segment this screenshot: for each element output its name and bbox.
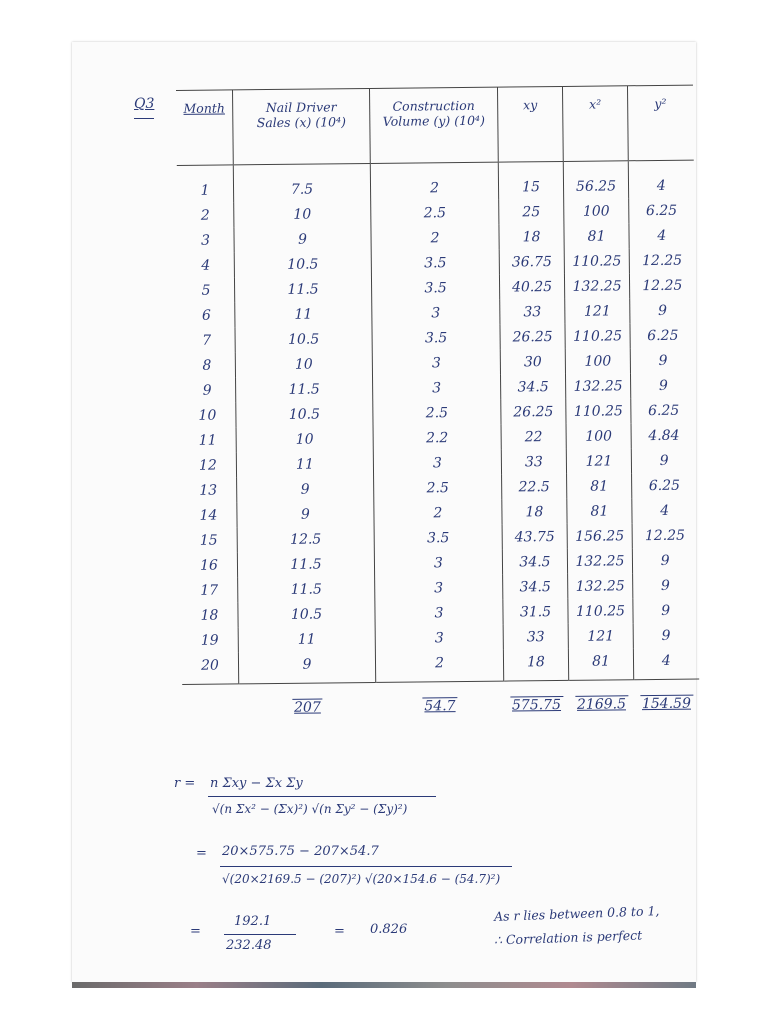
cell-month: 15	[199, 532, 218, 549]
header-xy: xy	[497, 86, 563, 162]
cell-x: 10	[236, 426, 373, 452]
question-label: Q3	[134, 96, 155, 112]
cell-y: 2.5	[371, 200, 499, 226]
cell-y: 2	[375, 650, 503, 683]
header-month: Month	[176, 90, 233, 166]
cell-x2: 121	[565, 298, 630, 324]
cell-x: 11	[236, 451, 373, 477]
cell-y2: 12.25	[629, 273, 694, 299]
formula-numerator: n Σxy − Σx Σy	[210, 776, 303, 791]
cell-x: 12.5	[237, 526, 374, 552]
cell-y2: 6.25	[632, 473, 697, 499]
cell-month: 16	[199, 557, 218, 574]
cell-x2: 81	[564, 223, 629, 249]
cell-y: 3	[375, 575, 503, 601]
correlation-result: 0.826	[370, 922, 408, 937]
conclusion-line-2: ∴ Correlation is perfect	[493, 927, 643, 948]
header-y: Construction Volume (y) (10⁴)	[369, 87, 498, 163]
cell-month: 20	[201, 657, 220, 674]
cell-x2: 100	[565, 348, 630, 374]
cell-x: 9	[237, 501, 374, 527]
cell-x: 11.5	[237, 551, 374, 577]
cell-month: 5	[201, 282, 211, 299]
cell-x: 11.5	[238, 576, 375, 602]
cell-x: 10.5	[235, 326, 372, 352]
formula-lhs: r =	[174, 776, 196, 791]
cell-y2: 9	[633, 623, 698, 649]
cell-y: 3	[372, 300, 500, 326]
cell-x2: 81	[568, 648, 633, 680]
cell-xy: 18	[502, 499, 567, 525]
step2-fraction-line	[224, 934, 296, 935]
cell-y: 3.5	[371, 250, 499, 276]
cell-y2: 6.25	[630, 323, 695, 349]
cell-x2: 100	[564, 198, 629, 224]
step2-equals: =	[190, 924, 201, 939]
conclusion-line-1: As r lies between 0.8 to 1,	[493, 903, 660, 924]
totals-row	[182, 679, 699, 733]
cell-xy: 34.5	[500, 374, 565, 400]
cell-month: 7	[202, 332, 212, 349]
cell-y2: 4	[632, 498, 697, 524]
cell-xy: 26.25	[500, 324, 565, 350]
cell-month: 8	[202, 357, 212, 374]
cell-y2: 9	[633, 598, 698, 624]
cell-month: 10	[198, 407, 217, 424]
cell-y: 3.5	[371, 275, 499, 301]
cell-month: 9	[202, 382, 212, 399]
cell-y: 3	[375, 600, 503, 626]
cell-y: 2	[371, 225, 499, 251]
cell-x2: 132.25	[565, 373, 630, 399]
cell-month: 1	[200, 182, 210, 199]
cell-y: 3	[373, 450, 501, 476]
step2-denominator: 232.48	[226, 938, 272, 953]
cell-y2: 6.25	[631, 398, 696, 424]
cell-y2: 9	[630, 373, 695, 399]
cell-y2: 9	[631, 448, 696, 474]
cell-y: 2.5	[373, 400, 501, 426]
cell-y2: 9	[632, 548, 697, 574]
cell-y: 3	[375, 625, 503, 651]
cell-month: 17	[200, 582, 219, 599]
data-table	[176, 85, 699, 733]
cell-xy: 43.75	[502, 524, 567, 550]
cell-xy: 34.5	[502, 549, 567, 575]
cell-y: 2	[370, 162, 498, 201]
cell-xy: 33	[501, 449, 566, 475]
cell-x2: 110.25	[564, 248, 629, 274]
cell-x: 10.5	[234, 251, 371, 277]
cell-x2: 110.25	[568, 598, 633, 624]
total-month	[182, 684, 239, 733]
cell-x: 10.5	[238, 601, 375, 627]
cell-xy: 34.5	[503, 574, 568, 600]
cell-x2: 110.25	[565, 323, 630, 349]
cell-x2: 56.25	[563, 161, 628, 199]
cell-month: 2	[200, 207, 210, 224]
cell-month: 14	[199, 507, 218, 524]
cell-month: 3	[201, 232, 211, 249]
background-strip	[72, 982, 696, 988]
cell-y: 3	[374, 550, 502, 576]
step1-equals: =	[196, 846, 207, 861]
cell-xy: 18	[499, 224, 564, 250]
cell-xy: 15	[498, 161, 563, 199]
total-x2: 2169.5	[569, 680, 635, 729]
cell-xy: 18	[503, 649, 568, 681]
cell-xy: 36.75	[499, 249, 564, 275]
cell-x2: 81	[567, 498, 632, 524]
cell-y: 2.5	[374, 475, 502, 501]
cell-x: 11	[238, 626, 375, 652]
formula-fraction-line	[208, 796, 436, 797]
cell-month: 13	[199, 482, 218, 499]
cell-y2: 9	[633, 573, 698, 599]
cell-y2: 12.25	[629, 248, 694, 274]
cell-xy: 30	[500, 349, 565, 375]
table-row	[177, 160, 694, 203]
cell-x: 9	[238, 651, 375, 684]
cell-month: 11	[198, 432, 217, 449]
cell-xy: 33	[503, 624, 568, 650]
step1-numerator: 20×575.75 − 207×54.7	[222, 844, 379, 859]
cell-x2: 132.25	[567, 548, 632, 574]
cell-y: 3	[372, 350, 500, 376]
cell-x: 11	[235, 301, 372, 327]
total-y: 54.7	[376, 681, 505, 731]
cell-xy: 31.5	[503, 599, 568, 625]
cell-xy: 22	[501, 424, 566, 450]
cell-x2: 110.25	[566, 398, 631, 424]
cell-xy: 40.25	[499, 274, 564, 300]
cell-y2: 9	[630, 298, 695, 324]
cell-x: 9	[234, 226, 371, 252]
total-xy: 575.75	[504, 680, 570, 729]
formula-denominator: √(n Σx² − (Σx)²) √(n Σy² − (Σy)²)	[212, 802, 408, 816]
cell-y2: 4	[633, 648, 698, 680]
cell-y2: 12.25	[632, 523, 697, 549]
cell-y2: 4	[628, 160, 693, 198]
table-header-row	[176, 85, 693, 165]
total-y2: 154.59	[634, 679, 700, 728]
header-x: Nail Driver Sales (x) (10⁴)	[233, 88, 371, 164]
cell-month: 12	[198, 457, 217, 474]
total-x: 207	[239, 682, 377, 732]
cell-xy: 25	[499, 199, 564, 225]
cell-x2: 121	[566, 448, 631, 474]
cell-y: 2	[374, 500, 502, 526]
cell-y: 3.5	[374, 525, 502, 551]
cell-x2: 132.25	[568, 573, 633, 599]
cell-x: 11.5	[236, 376, 373, 402]
step1-denominator: √(20×2169.5 − (207)²) √(20×154.6 − (54.7)²)	[222, 872, 501, 886]
cell-y: 2.2	[373, 425, 501, 451]
cell-x2: 132.25	[564, 273, 629, 299]
cell-y2: 4.84	[631, 423, 696, 449]
cell-xy: 26.25	[501, 399, 566, 425]
step1-fraction-line	[220, 866, 512, 867]
cell-y: 3.5	[372, 325, 500, 351]
cell-xy: 33	[500, 299, 565, 325]
cell-y2: 9	[630, 348, 695, 374]
header-x2: x²	[562, 86, 628, 162]
step2-equals-2: =	[334, 924, 345, 939]
cell-xy: 22.5	[502, 474, 567, 500]
cell-x: 11.5	[234, 276, 371, 302]
cell-x: 9	[237, 476, 374, 502]
cell-x: 7.5	[233, 163, 370, 202]
cell-x: 10	[235, 351, 372, 377]
cell-x2: 100	[566, 423, 631, 449]
cell-y2: 6.25	[629, 198, 694, 224]
cell-x2: 121	[568, 623, 633, 649]
cell-month: 6	[201, 307, 211, 324]
cell-y: 3	[373, 375, 501, 401]
header-y2: y²	[627, 85, 693, 161]
cell-x: 10	[234, 201, 371, 227]
cell-x: 10.5	[236, 401, 373, 427]
cell-month: 4	[201, 257, 211, 274]
cell-x2: 156.25	[567, 523, 632, 549]
cell-x2: 81	[567, 473, 632, 499]
cell-y2: 4	[629, 223, 694, 249]
cell-month: 19	[200, 632, 219, 649]
cell-month: 18	[200, 607, 219, 624]
step2-numerator: 192.1	[234, 914, 272, 929]
